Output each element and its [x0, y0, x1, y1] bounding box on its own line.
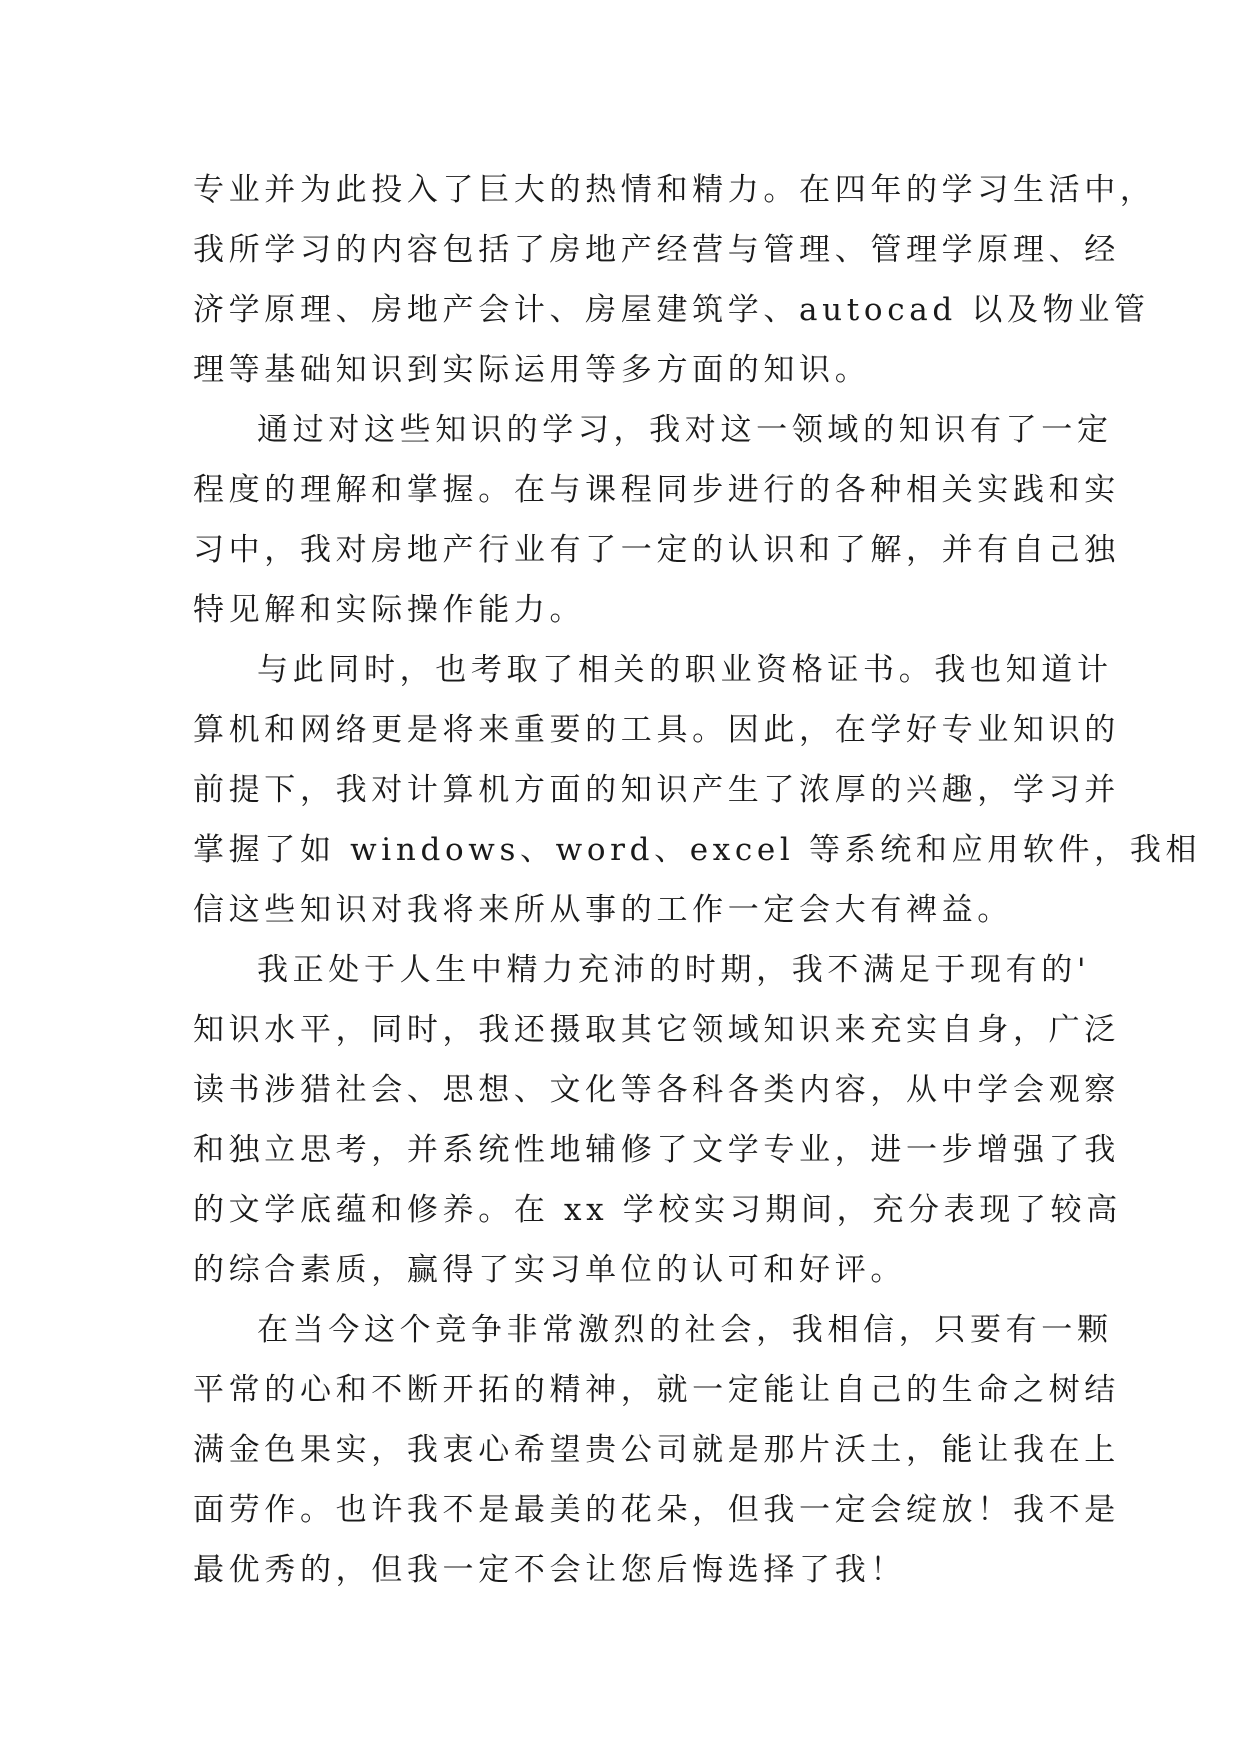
text-line: 特见解和实际操作能力。 — [193, 592, 586, 628]
paragraph-3 — [193, 640, 1202, 940]
paragraph-2 — [193, 400, 1120, 640]
text-line: 理等基础知识到实际运用等多方面的知识。 — [193, 352, 871, 388]
text-line: 算机和网络更是将来重要的工具。因此，在学好专业知识的 — [193, 712, 1120, 748]
text-line: 读书涉猎社会、思想、文化等各科各类内容，从中学会观察 — [193, 1072, 1120, 1108]
document-body — [193, 160, 1202, 1600]
text-line: 专业并为此投入了巨大的热情和精力。在四年的学习生活中， — [193, 172, 1156, 208]
text-line: 满金色果实，我衷心希望贵公司就是那片沃土，能让我在上 — [193, 1432, 1120, 1468]
text-line: 信这些知识对我将来所从事的工作一定会大有裨益。 — [193, 892, 1013, 928]
text-line: 程度的理解和掌握。在与课程同步进行的各种相关实践和实 — [193, 472, 1120, 508]
text-line: 习中，我对房地产行业有了一定的认识和了解，并有自己独 — [193, 532, 1120, 568]
text-line: 在当今这个竞争非常激烈的社会，我相信，只要有一颗 — [257, 1312, 1113, 1348]
text-line: 知识水平，同时，我还摄取其它领域知识来充实自身，广泛 — [193, 1012, 1120, 1048]
text-line: 的综合素质，赢得了实习单位的认可和好评。 — [193, 1252, 906, 1288]
text-line: 面劳作。也许我不是最美的花朵，但我一定会绽放！我不是 — [193, 1492, 1120, 1528]
paragraph-1 — [193, 160, 1156, 400]
text-line: 我所学习的内容包括了房地产经营与管理、管理学原理、经 — [193, 232, 1120, 268]
text-line: 的文学底蕴和修养。在 xx 学校实习期间，充分表现了较高 — [193, 1192, 1122, 1228]
text-line: 我正处于人生中精力充沛的时期，我不满足于现有的' — [257, 952, 1091, 988]
text-line: 与此同时，也考取了相关的职业资格证书。我也知道计 — [257, 652, 1113, 688]
paragraph-5 — [193, 1300, 1120, 1600]
text-line: 济学原理、房地产会计、房屋建筑学、autocad 以及物业管 — [193, 292, 1150, 328]
text-line: 掌握了如 windows、word、excel 等系统和应用软件，我相 — [193, 832, 1202, 868]
text-line: 平常的心和不断开拓的精神，就一定能让自己的生命之树结 — [193, 1372, 1120, 1408]
text-line: 最优秀的，但我一定不会让您后悔选择了我！ — [193, 1552, 906, 1588]
text-line: 前提下，我对计算机方面的知识产生了浓厚的兴趣，学习并 — [193, 772, 1120, 808]
text-line: 通过对这些知识的学习，我对这一领域的知识有了一定 — [257, 412, 1113, 448]
text-line: 和独立思考，并系统性地辅修了文学专业，进一步增强了我 — [193, 1132, 1120, 1168]
paragraph-4 — [193, 940, 1122, 1300]
